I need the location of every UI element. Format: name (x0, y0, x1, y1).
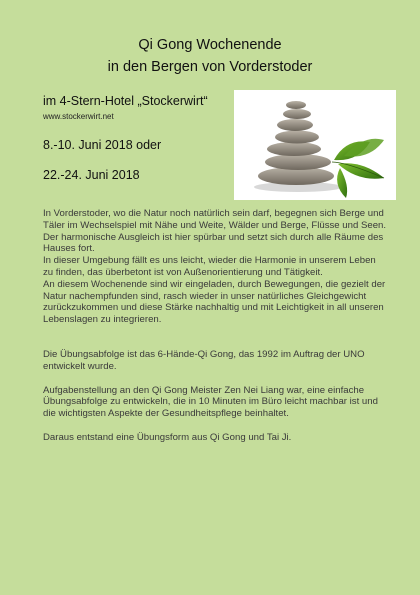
page-title (0, 34, 420, 78)
date-option-2: 22.-24. Juni 2018 (43, 168, 140, 182)
title-line-2: in den Bergen von Vorderstoder (107, 59, 313, 75)
paragraph-3: An diesem Wochenende sind wir eingeladen, durch Bewegungen, die gezielt der Natur nachempfunden sind, rasch wieder in unser natürliches Gleichgewicht zurückzukommen und diese Stärke nachhaltig und mit Leichtigkeit in all unseren Lebenslagen zu integrieren. (43, 278, 386, 326)
title-line-1: Qi Gong Wochenende (138, 37, 282, 53)
paragraph-6: Daraus entstand eine Übungsform aus Qi Gong und Tai Ji. (43, 431, 292, 443)
spacer (43, 420, 388, 432)
paragraph-2: In dieser Umgebung fällt es uns leicht, wieder die Harmonie in unserem Leben zu finden, das überbetont ist von Außenorientierung und Tätigkeit. (43, 255, 376, 278)
paragraph-5: Aufgabenstellung an den Qi Gong Meister Zen Nei Liang war, eine einfache Übungsabfolge zu entwickeln, die in 10 Minuten im Büro leicht machbar ist und die wichtigsten Aspekte der Gesundheitspflege beinhaltet. (43, 384, 378, 420)
zen-stones-with-leaves-icon (234, 90, 396, 200)
description-text (43, 208, 388, 444)
zen-stones-image (234, 90, 396, 200)
spacer (43, 326, 388, 349)
spacer (43, 373, 388, 385)
date-option-1: 8.-10. Juni 2018 oder (43, 138, 162, 152)
hotel-website: www.stockerwirt.net (43, 112, 114, 121)
paragraph-1: In Vorderstoder, wo die Natur noch natürlich sein darf, begegnen sich Berge und Täler im Wechselspiel mit Nähe und Weite, Wälder und Berge, Flüsse und Seen. Der harmonische Ausgleich ist hier spürbar und setzt sich durch alle Räume des Hauses fort. (43, 208, 387, 255)
hotel-name: im 4-Stern-Hotel „Stockerwirt“ (43, 94, 208, 108)
paragraph-4: Die Übungsabfolge ist das 6-Hände-Qi Gong, das 1992 im Auftrag der UNO entwickelt wurde. (43, 348, 365, 372)
